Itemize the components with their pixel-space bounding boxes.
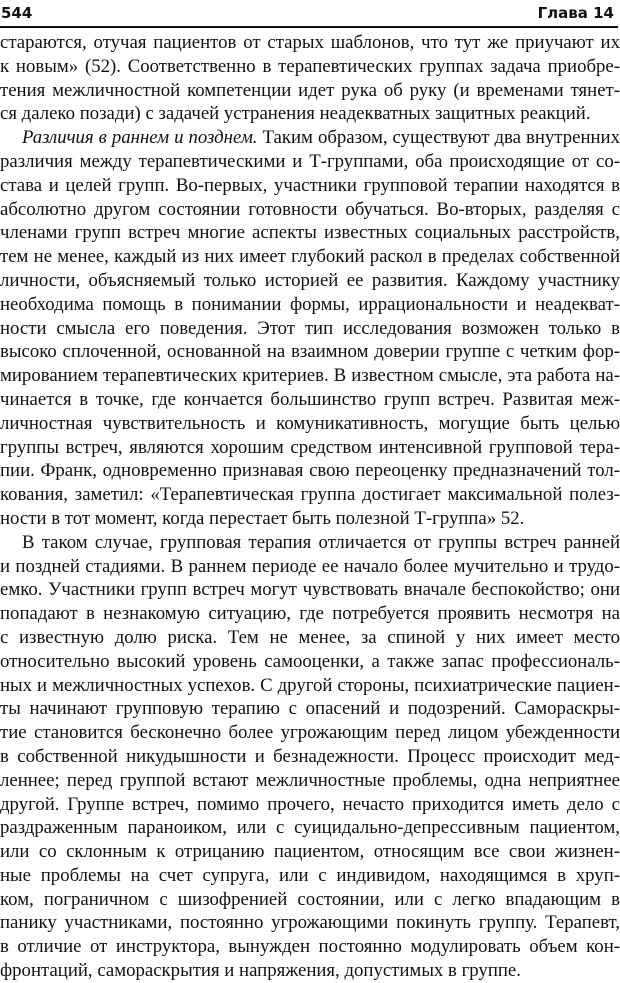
line-text: тие становится бесконечно более угрожающим перед лицом убежденности xyxy=(0,722,620,744)
text-line xyxy=(0,79,620,103)
line-text: кования, заметил: «Терапевтическая группа достигает максимальной полез- xyxy=(0,484,620,506)
line-text: тения межличностной компетенции идет рука об руку (и временами тянет- xyxy=(0,79,620,101)
text-line xyxy=(0,531,620,555)
text-line xyxy=(0,888,620,912)
italic-heading: Различия в раннем и позднем. xyxy=(22,127,258,149)
line-text: мированием терапевтических критериев. В известном смысле, эта работа на- xyxy=(0,365,620,387)
line-text: к новым» (52). Соответственно в терапевтических группах задача приобре- xyxy=(0,55,620,77)
line-text: чинается в точке, где кончается большинство групп встреч. Развитая меж- xyxy=(0,388,620,410)
page-number: 544 xyxy=(1,4,33,22)
text-line xyxy=(0,745,620,769)
text-line xyxy=(0,245,620,269)
text-line xyxy=(0,293,620,317)
text-line xyxy=(0,412,620,436)
text-line xyxy=(0,864,620,888)
line-text: различия между терапевтическими и Т-группами, оба происходящие от со- xyxy=(0,150,620,172)
line-text: высоко сплоченной, основанной на взаимном доверии группе с четким фор- xyxy=(0,341,620,363)
text-line xyxy=(0,364,620,388)
line-text: абсолютно другом состоянии готовности обучаться. Во-вторых, разделяя с xyxy=(0,198,620,220)
text-line xyxy=(0,650,620,674)
text-line xyxy=(0,602,620,626)
line-text: раздраженным параноиком, или с суицидально-депрессивным пациентом, xyxy=(0,817,620,839)
text-line xyxy=(0,459,620,483)
text-line xyxy=(0,555,620,579)
body-text xyxy=(0,31,620,983)
line-text: и поздней стадиями. В раннем периоде ее начало более мучительно и трудо- xyxy=(0,555,620,577)
line-text: личностная чувствительность и комуникативность, могущие быть целью xyxy=(0,412,620,434)
line-text: фронтаций, самораскрытия и напряжения, допустимых в группе. xyxy=(0,960,521,982)
text-line xyxy=(0,388,620,412)
text-line xyxy=(0,483,620,507)
line-text: группы встреч, являются хорошим средством интенсивной групповой тера- xyxy=(0,436,620,458)
line-text: Таким образом, существуют два внутренних xyxy=(257,127,620,149)
line-text: личности, объясняемый только историей ее развития. Каждому участнику xyxy=(0,269,620,291)
line-text: необходима помощь в понимании формы, иррациональности и неадекват- xyxy=(0,293,620,315)
text-line xyxy=(0,911,620,935)
text-line xyxy=(0,626,620,650)
text-line xyxy=(0,674,620,698)
line-text: ные проблемы на счет супруга, или с индивидом, находящимся в хруп- xyxy=(0,864,620,886)
text-line xyxy=(0,55,620,79)
text-line xyxy=(0,507,620,531)
text-line xyxy=(0,816,620,840)
line-text: попадают в незнакомую ситуацию, где потребуется проявить несмотря на xyxy=(0,603,620,625)
text-line xyxy=(0,31,620,55)
text-line xyxy=(0,317,620,341)
line-text: членами групп встреч многие аспекты известных социальных расстройств, xyxy=(0,222,620,244)
line-text: или со склонным к отрицанию пациентом, относящим все свои жизнен- xyxy=(0,841,620,863)
line-text: с известную долю риска. Тем не менее, за спиной у них имеет место xyxy=(0,626,620,648)
line-text: стараются, отучая пациентов от старых шаблонов, что тут же приучают их xyxy=(0,32,620,53)
line-text: леннее; перед группой встают межличностные проблемы, одна неприятнее xyxy=(0,769,620,791)
line-text: ности смысла его поведения. Этот тип исследования возможен только в xyxy=(0,317,620,339)
line-text: в отличие от инструктора, вынужден постоянно модулировать объем кон- xyxy=(0,936,620,958)
line-text: ных и межличностных успехов. С другой стороны, психиатрические пациен- xyxy=(0,674,620,696)
text-line xyxy=(0,174,620,198)
line-text: относительно высокий уровень самооценки, а также запас профессиональ- xyxy=(0,650,620,672)
line-text: панику участниками, постоянно угрожающими покинуть группу. Терапевт, xyxy=(0,912,620,934)
text-line xyxy=(0,126,620,150)
text-line xyxy=(0,769,620,793)
line-text: в собственной никудышности и безнадежности. Процесс происходит мед- xyxy=(0,745,620,767)
text-line xyxy=(0,578,620,602)
line-text: тем не менее, каждый из них имеет глубокий раскол в пределах собственной xyxy=(0,246,620,268)
line-text: емко. Участники групп встреч могут чувствовать вначале беспокойство; они xyxy=(0,579,620,601)
text-line xyxy=(0,935,620,959)
text-line xyxy=(0,150,620,174)
text-line xyxy=(0,102,620,126)
text-line xyxy=(0,840,620,864)
line-text: ком, пограничном с шизофренией состоянии, или с легко впадающим в xyxy=(0,888,620,910)
line-text: пии. Франк, одновременно признавая свою переоценку предназначений тол- xyxy=(0,460,620,482)
text-line xyxy=(0,340,620,364)
line-text: В таком случае, групповая терапия отличается от группы встреч ранней xyxy=(22,531,620,553)
line-text: ты начинают групповую терапию с опасений и подозрений. Самораскры- xyxy=(0,698,620,720)
text-line xyxy=(0,697,620,721)
chapter-title: Глава 14 xyxy=(537,4,614,22)
text-line xyxy=(0,198,620,222)
line-text: ся далеко позади) с задачей устранения неадекватных защитных реакций. xyxy=(0,103,591,125)
text-line xyxy=(0,221,620,245)
running-header xyxy=(0,0,618,28)
line-text: другой. Группе встреч, помимо прочего, нечасто приходится иметь дело с xyxy=(0,793,620,815)
text-line xyxy=(0,721,620,745)
line-text: става и целей групп. Во-первых, участники групповой терапии находятся в xyxy=(0,174,620,196)
text-line xyxy=(0,436,620,460)
line-text: ности в тот момент, когда перестает быть полезной Т-группа» 52. xyxy=(0,507,525,529)
text-line xyxy=(0,959,620,983)
text-line xyxy=(0,793,620,817)
text-line xyxy=(0,269,620,293)
